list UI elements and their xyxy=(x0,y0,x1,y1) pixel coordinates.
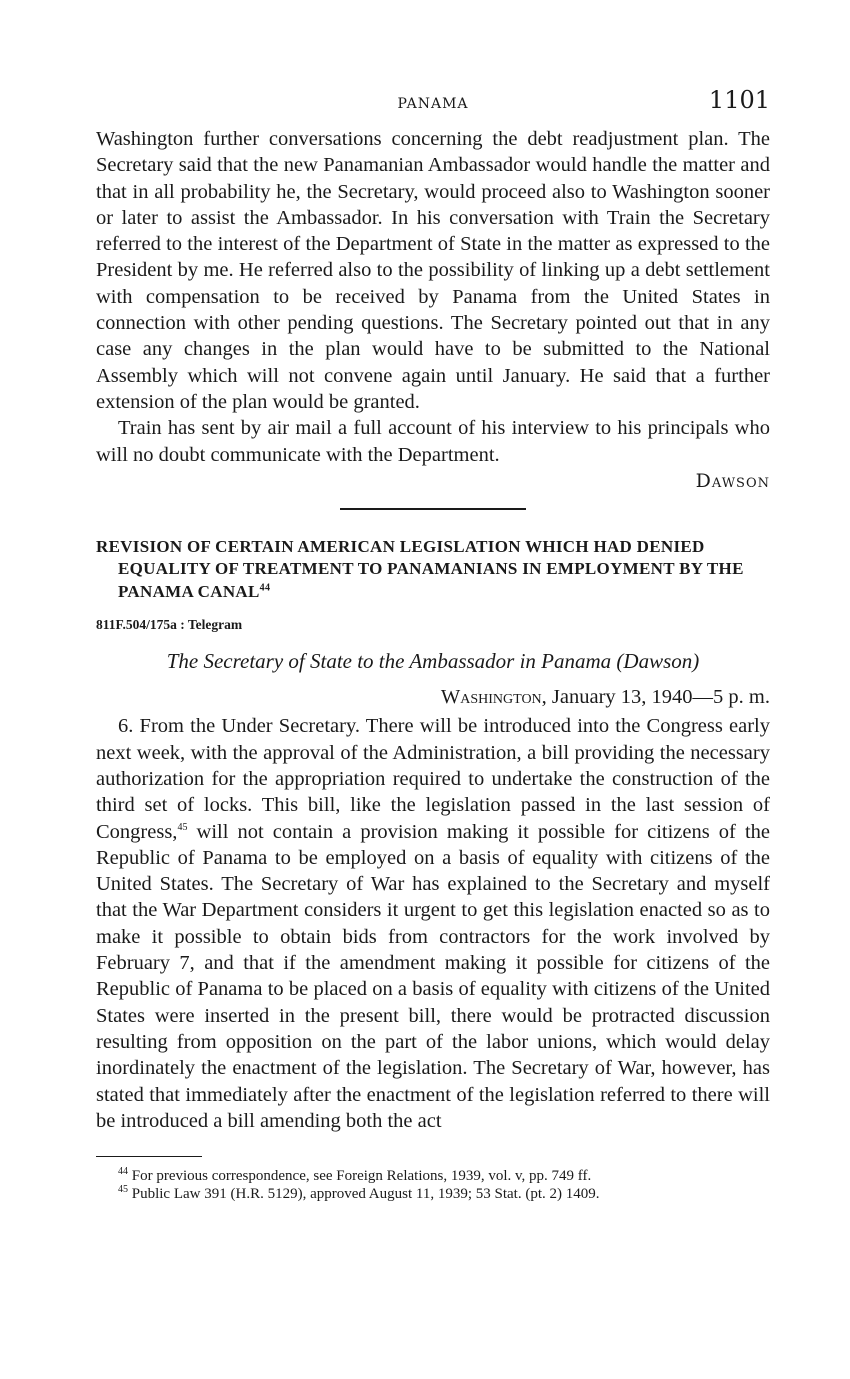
file-reference: 811F.504/175a : Telegram xyxy=(96,617,243,633)
section-heading-text: REVISION OF CERTAIN AMERICAN LEGISLATION WHICH HAD DENIED EQUALITY OF TREATMENT TO PANAMANIANS IN EMPLOYMENT BY THE PANAMA CANAL xyxy=(96,536,744,601)
footnote xyxy=(96,1185,770,1203)
document-page xyxy=(96,86,770,1203)
document-title: The Secretary of State to the Ambassador in Panama (Dawson) xyxy=(166,649,700,674)
signature: Dawson xyxy=(695,469,770,492)
page-header xyxy=(96,86,770,126)
heading-footnote-mark: 44 xyxy=(259,582,271,594)
dateline-date: January 13, 1940—5 p. m. xyxy=(551,686,770,709)
body-footnote-mark: 45 xyxy=(177,821,188,833)
continuation-paragraph: Washington further conversations concerning the debt readjustment plan. The Secretary said that the new Panamanian Ambassador would handle the matter and that in all probability he, the Secretary, would proceed also to Washington sooner or later to assist the Ambassador. In his conversation with Train the Secretary referred to the interest of the Department of State in the matter as expressed to the President by me. He referred also to the possibility of linking up a debt settlement with compensation to be received by Panama from the United States in connection with other pending questions. The Secretary pointed out that in any case any changes in the plan would have to be submitted to the National Assembly which will not convene again until January. He said that a further extension of the plan would be granted. xyxy=(96,128,770,413)
dateline xyxy=(96,686,770,709)
footnote-mark: 45 xyxy=(118,1184,128,1196)
telegram-body-part-1: 6. From the Under Secretary. There will be introduced into the Congress early next week, with the approval of the Administration, a bill providing the necessary authorization for the appropriation required to undertake the construction of the third set of locks. This bill, like the legislation passed in the last session of Congress, xyxy=(96,715,770,843)
footnote-text: For previous correspondence, see Foreign Relations, 1939, vol. v, pp. 749 ff. xyxy=(131,1168,592,1185)
interview-paragraph: Train has sent by air mail a full account of his interview to his principals who will no doubt communicate with the Department. xyxy=(96,417,770,466)
footnote xyxy=(96,1167,770,1185)
footnote-text: Public Law 391 (H.R. 5129), approved August 11, 1939; 53 Stat. (pt. 2) 1409. xyxy=(131,1186,600,1203)
dateline-place: Washington, xyxy=(440,686,547,709)
telegram-body-part-2: will not contain a provision making it possible for citizens of the Republic of Panama to be employed on a basis of equality with citizens of the United States. The Secretary of War has explained to the Secretary and myself that the War Department considers it urgent to get this legislation enacted so as to make it possible to obtain bids from contractors for the work involved by February 7, and that if the amendment making it possible for citizens of the Republic of Panama to be placed on a basis of equality with citizens of the United States were inserted in the present bill, there would be protracted discussion resulting from opposition on the part of the labor unions, which would delay inordinately the enactment of the legislation. The Secretary of War, however, has stated that immediately after the enactment of the legislation referred to there will be introduced a bill amending both the act xyxy=(96,820,770,1132)
section-divider xyxy=(340,508,526,510)
page-number: 1101 xyxy=(708,86,770,114)
footnote-mark: 44 xyxy=(118,1166,128,1178)
section-heading xyxy=(96,536,770,604)
footnote-rule xyxy=(96,1156,202,1157)
telegram-body xyxy=(96,713,770,1134)
running-head: PANAMA xyxy=(397,96,469,112)
